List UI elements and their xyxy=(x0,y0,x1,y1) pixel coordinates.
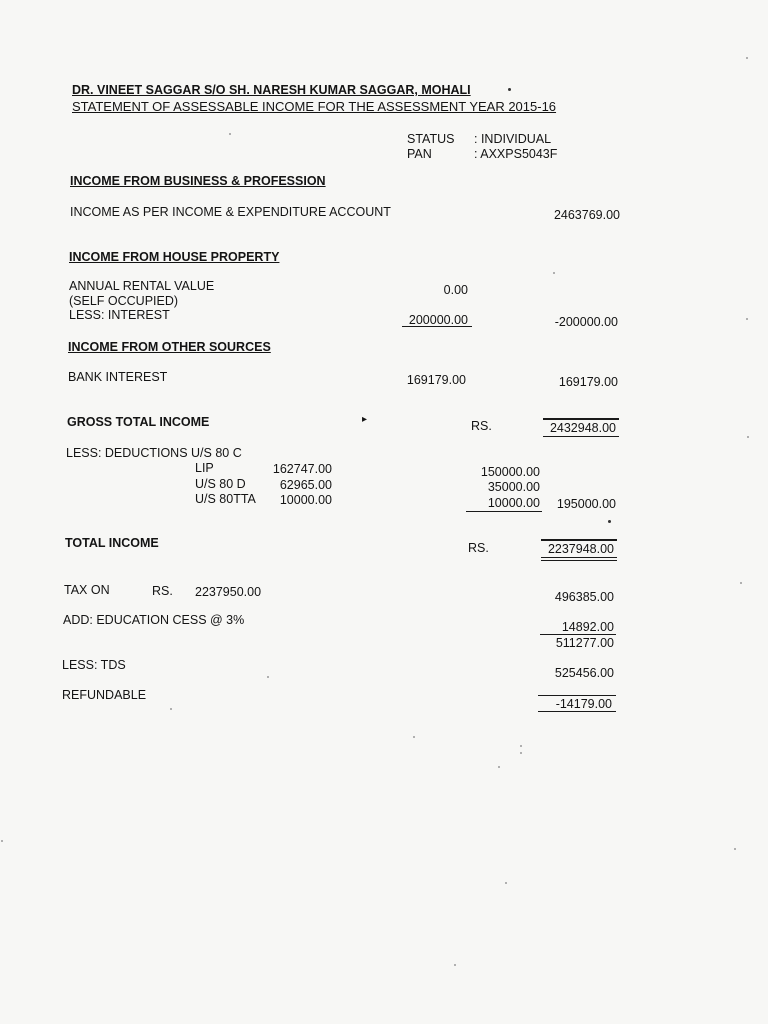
gross-rs-label: RS. xyxy=(471,419,492,433)
refundable-underline xyxy=(538,711,616,712)
tds-label: LESS: TDS xyxy=(62,658,126,672)
scan-mark xyxy=(608,520,611,523)
deductions-underline xyxy=(466,511,542,512)
gross-underline xyxy=(543,436,619,437)
cess-underline xyxy=(540,634,616,635)
scan-speck xyxy=(520,745,522,747)
education-cess-label: ADD: EDUCATION CESS @ 3% xyxy=(63,613,245,627)
scan-speck xyxy=(746,57,748,59)
interest-underline xyxy=(402,326,472,327)
scan-speck xyxy=(498,766,500,768)
deduction-claimed-80d: 62965.00 xyxy=(279,478,332,492)
total-income-underline-1 xyxy=(541,557,617,558)
deduction-name-80d: U/S 80 D xyxy=(195,477,246,491)
house-property-heading: INCOME FROM HOUSE PROPERTY xyxy=(69,250,280,264)
gross-total-amount: 2432948.00 xyxy=(549,421,616,435)
scan-mark xyxy=(508,88,511,91)
business-income-amount: 2463769.00 xyxy=(553,208,620,222)
self-occupied-label: (SELF OCCUPIED) xyxy=(69,294,179,308)
refundable-overline xyxy=(538,695,616,696)
deduction-allowed-80tta: 10000.00 xyxy=(487,496,540,510)
statement-title: STATEMENT OF ASSESSABLE INCOME FOR THE ASSESSMENT YEAR 2015-16 xyxy=(72,99,557,114)
scan-speck xyxy=(229,133,231,135)
scan-speck xyxy=(740,582,742,584)
total-income-amount: 2237948.00 xyxy=(547,542,614,556)
deduction-name-lip: LIP xyxy=(195,461,214,475)
total-income-label: TOTAL INCOME xyxy=(65,536,159,550)
other-sources-heading: INCOME FROM OTHER SOURCES xyxy=(68,340,271,354)
pan-value: : AXXPS5043F xyxy=(474,147,558,161)
deduction-name-80tta: U/S 80TTA xyxy=(195,492,256,506)
total-income-rs-label: RS. xyxy=(468,541,489,555)
scan-speck xyxy=(170,708,172,710)
scan-speck xyxy=(747,436,749,438)
bank-interest-label: BANK INTEREST xyxy=(68,370,168,384)
scan-speck xyxy=(553,272,555,274)
scan-speck xyxy=(505,882,507,884)
total-income-underline-2 xyxy=(541,560,617,561)
scan-speck xyxy=(746,318,748,320)
education-cess-amount: 14892.00 xyxy=(561,620,614,634)
interest-value: 200000.00 xyxy=(408,313,468,327)
tax-on-amount: 2237950.00 xyxy=(195,585,262,599)
scan-speck xyxy=(520,752,522,754)
deduction-allowed-lip: 150000.00 xyxy=(480,465,540,479)
business-income-label: INCOME AS PER INCOME & EXPENDITURE ACCOUNT xyxy=(70,205,391,219)
deduction-allowed-80d: 35000.00 xyxy=(487,480,540,494)
scan-speck xyxy=(413,736,415,738)
gross-total-label: GROSS TOTAL INCOME xyxy=(67,415,210,429)
tax-subtotal: 511277.00 xyxy=(555,636,614,650)
scan-speck xyxy=(1,840,3,842)
less-interest-label: LESS: INTEREST xyxy=(69,308,170,322)
deductions-label: LESS: DEDUCTIONS U/S 80 C xyxy=(66,446,242,460)
tax-on-rs-label: RS. xyxy=(152,584,173,598)
tax-on-label: TAX ON xyxy=(64,583,110,597)
refundable-amount: -14179.00 xyxy=(555,697,612,711)
deduction-claimed-80tta: 10000.00 xyxy=(279,493,332,507)
total-income-overline xyxy=(541,539,617,541)
annual-rental-label: ANNUAL RENTAL VALUE xyxy=(69,279,215,293)
pan-label: PAN xyxy=(407,147,432,161)
tax-amount: 496385.00 xyxy=(554,590,614,604)
refundable-label: REFUNDABLE xyxy=(62,688,147,702)
taxpayer-name-heading: DR. VINEET SAGGAR S/O SH. NARESH KUMAR SAGGAR, MOHALI xyxy=(72,83,471,97)
business-income-heading: INCOME FROM BUSINESS & PROFESSION xyxy=(70,174,326,188)
annual-rental-value: 0.00 xyxy=(443,283,468,297)
gross-overline xyxy=(543,418,619,420)
scan-speck xyxy=(454,964,456,966)
tds-amount: 525456.00 xyxy=(554,666,614,680)
deductions-total: 195000.00 xyxy=(556,497,616,511)
scan-speck xyxy=(267,676,269,678)
bank-interest-value: 169179.00 xyxy=(406,373,466,387)
arrow-mark-icon: ▸ xyxy=(362,414,368,425)
scan-speck xyxy=(734,848,736,850)
deduction-claimed-lip: 162747.00 xyxy=(272,462,332,476)
status-value: : INDIVIDUAL xyxy=(474,132,552,146)
house-property-net: -200000.00 xyxy=(554,315,618,329)
bank-interest-total: 169179.00 xyxy=(558,375,618,389)
status-label: STATUS xyxy=(407,132,455,146)
